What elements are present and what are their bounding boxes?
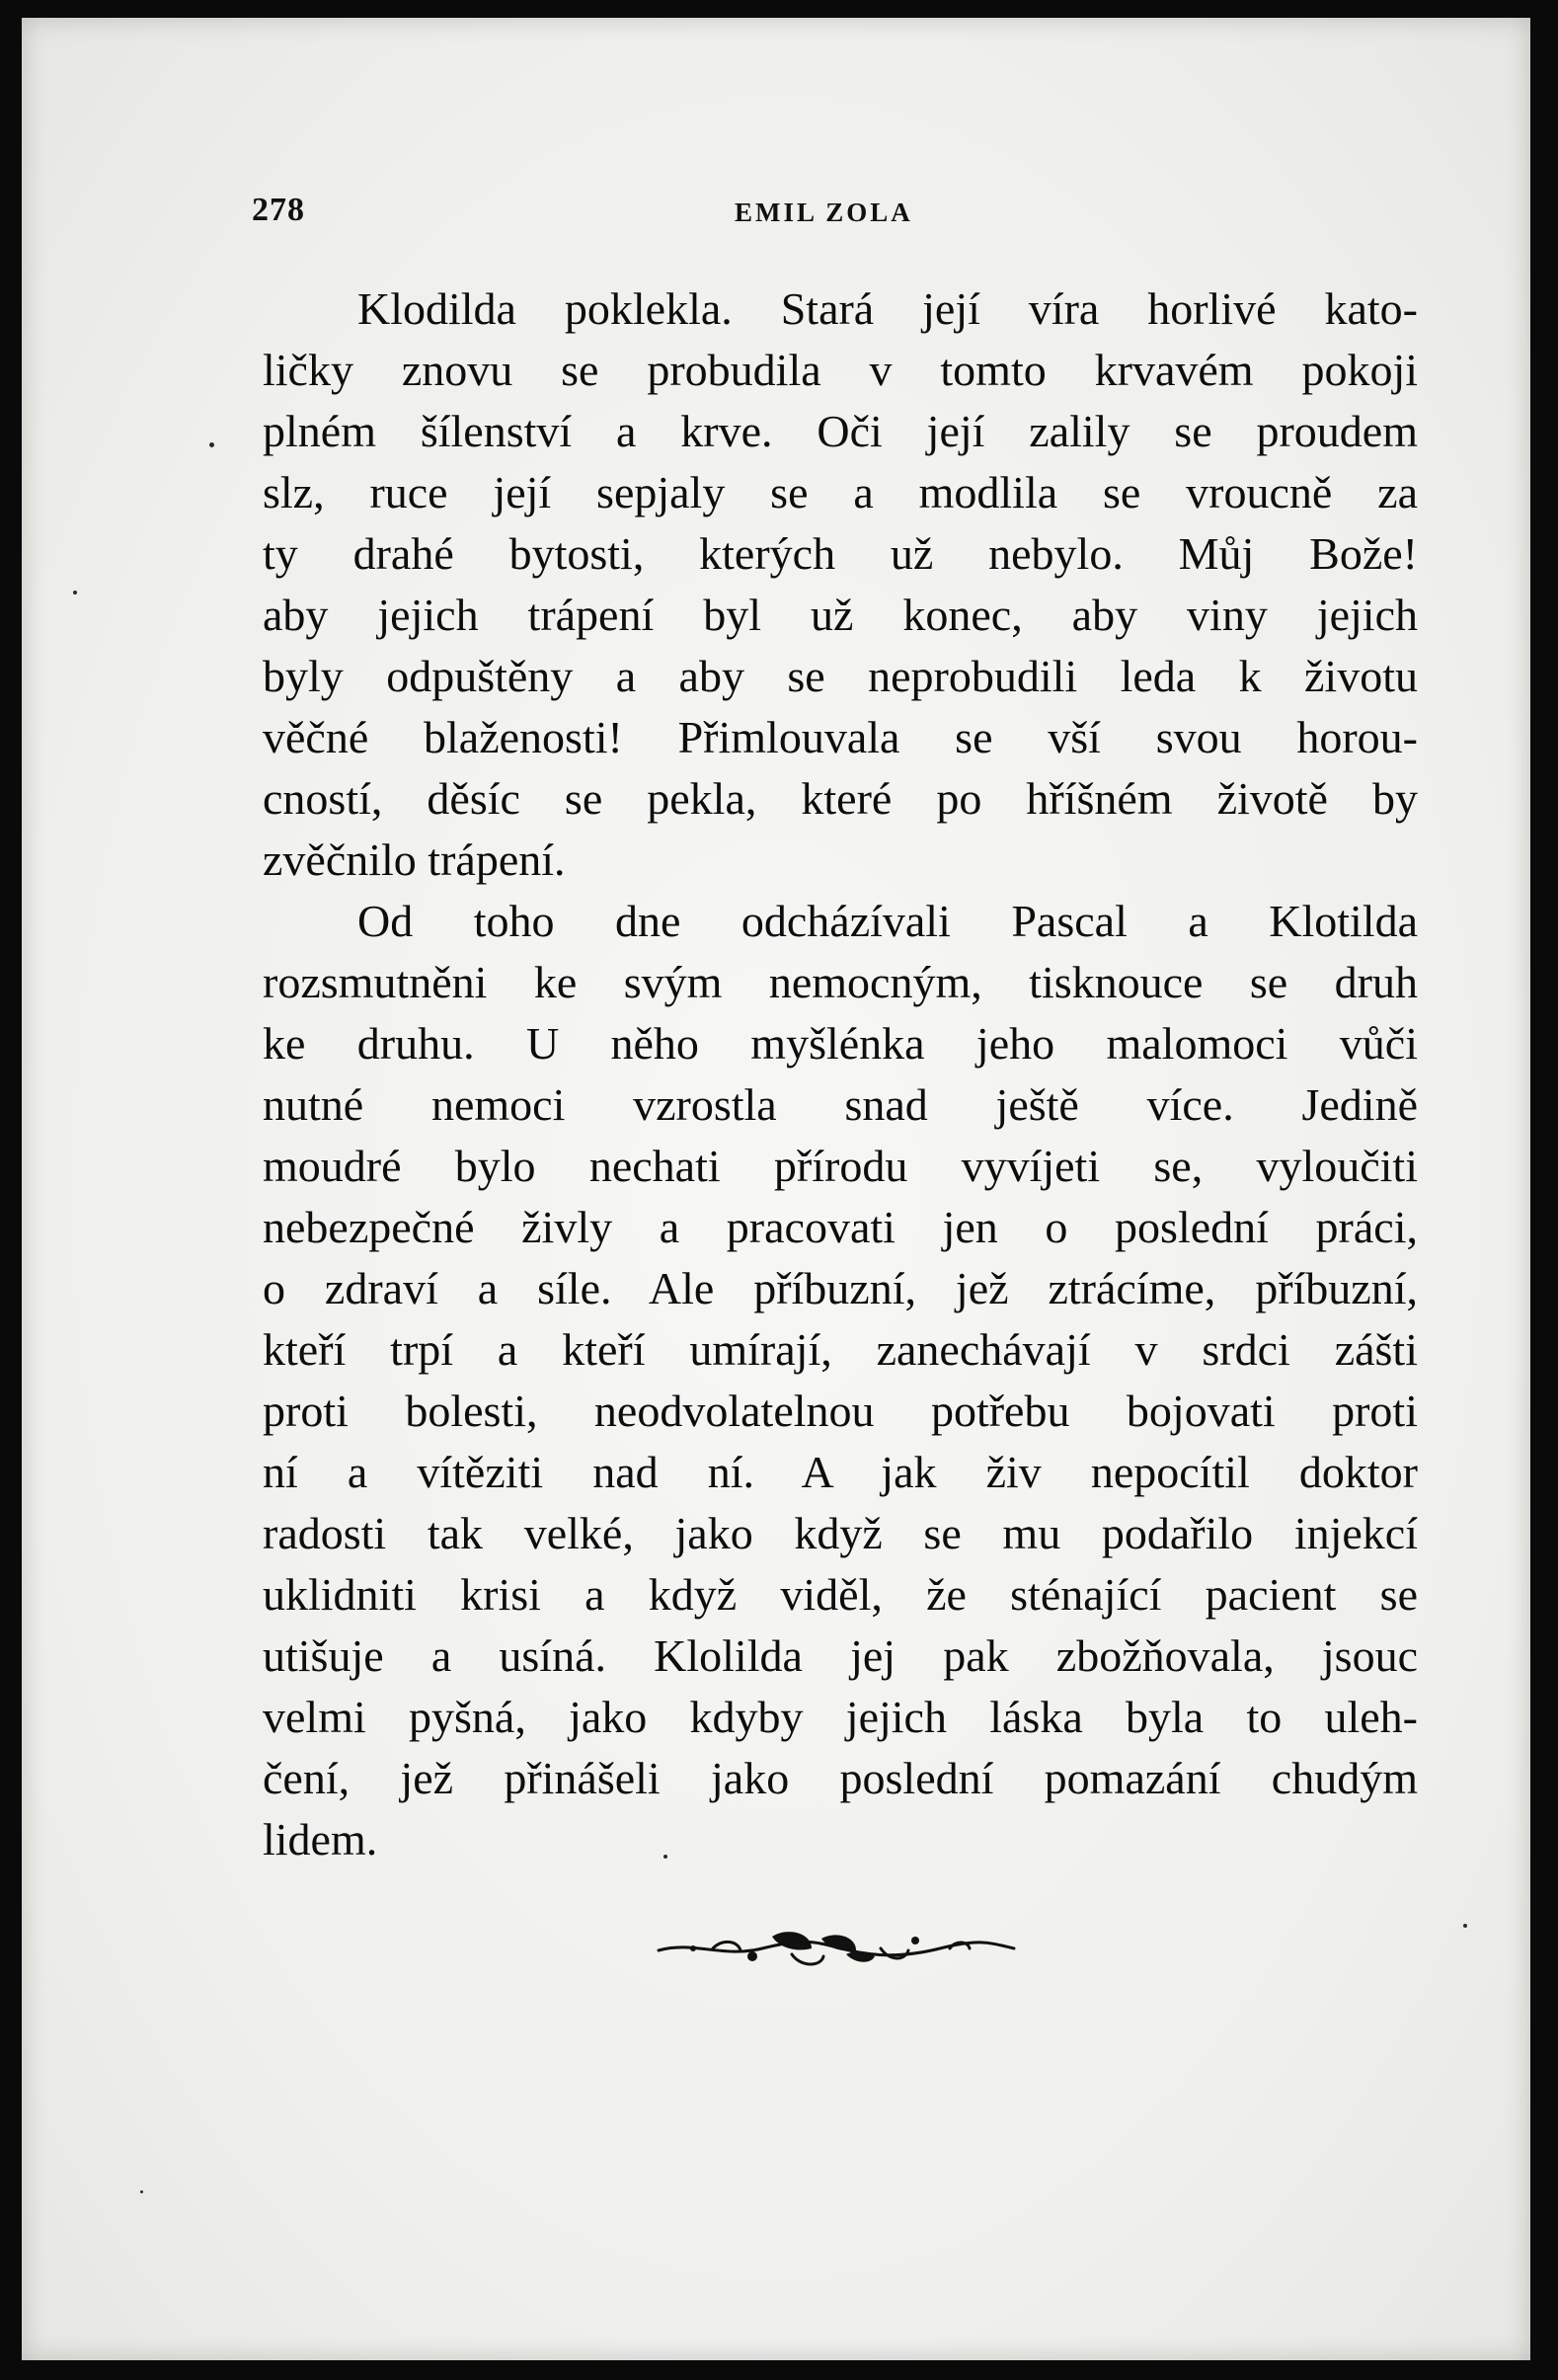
text-line: lidem. [263, 1814, 378, 1864]
paper-speck [209, 442, 214, 447]
page-number: 278 [252, 192, 305, 228]
text-line: ty drahé bytosti, kterých už nebylo. Můj Bože! [263, 528, 1418, 579]
paper-speck [1463, 1924, 1467, 1928]
floral-vine-ornament-icon [654, 1919, 1019, 1978]
text-line: čení, jež přinášeli jako poslední pomazání chudým [263, 1753, 1418, 1803]
paper-speck [140, 2190, 143, 2193]
text-line: ličky znovu se probudila v tomto krvavém pokoji [263, 345, 1418, 395]
text-line: utišuje a usíná. Klolilda jej pak zbožňovala, jsouc [263, 1630, 1418, 1681]
text-line: aby jejich trápení byl už konec, aby viny jejich [263, 590, 1418, 640]
running-head: EMIL ZOLA [735, 198, 913, 227]
text-line: proti bolesti, neodvolatelnou potřebu bojovati proti [263, 1386, 1418, 1436]
paper-speck [663, 1855, 667, 1859]
text-line: byly odpuštěny a aby se neprobudili leda k životu [263, 651, 1418, 701]
text-line: uklidniti krisi a když viděl, že sténající pacient se [263, 1569, 1418, 1620]
text-line: plném šílenství a krve. Oči její zalily se proudem [263, 406, 1418, 456]
text-line: zvěčnilo trápení. [263, 834, 566, 885]
text-line: slz, ruce její sepjaly se a modlila se vroucně za [263, 467, 1418, 517]
text-line: rozsmutněni ke svým nemocným, tisknouce se druh [263, 957, 1418, 1007]
text-line: nebezpečné živly a pracovati jen o poslední práci, [263, 1202, 1418, 1252]
book-page [22, 18, 1530, 2360]
page-header [22, 192, 1530, 231]
paper-speck [73, 591, 77, 595]
text-line: radosti tak velké, jako když se mu podařilo injekcí [263, 1508, 1418, 1558]
text-line: ke druhu. U něho myšlénka jeho malomoci vůči [263, 1018, 1418, 1069]
text-line: moudré bylo nechati přírodu vyvíjeti se, vyloučiti [263, 1141, 1418, 1191]
body-text [263, 278, 1418, 1870]
text-line: kteří trpí a kteří umírají, zanechávají v srdci zášti [263, 1324, 1418, 1375]
text-line: Klodilda poklekla. Stará její víra horlivé kato- [357, 283, 1418, 334]
text-line: Od toho dne odcházívali Pascal a Klotilda [357, 896, 1418, 946]
text-line: ní a vítěziti nad ní. A jak živ nepocítil doktor [263, 1447, 1418, 1497]
text-line: cností, děsíc se pekla, které po hříšném životě by [263, 773, 1418, 824]
text-line: věčné blaženosti! Přimlouvala se vší svou horou- [263, 712, 1418, 762]
text-line: o zdraví a síle. Ale příbuzní, jež ztrácíme, příbuzní, [263, 1263, 1418, 1313]
text-line: velmi pyšná, jako kdyby jejich láska byla to uleh- [263, 1692, 1418, 1742]
text-line: nutné nemoci vzrostla snad ještě více. Jedině [263, 1079, 1418, 1130]
